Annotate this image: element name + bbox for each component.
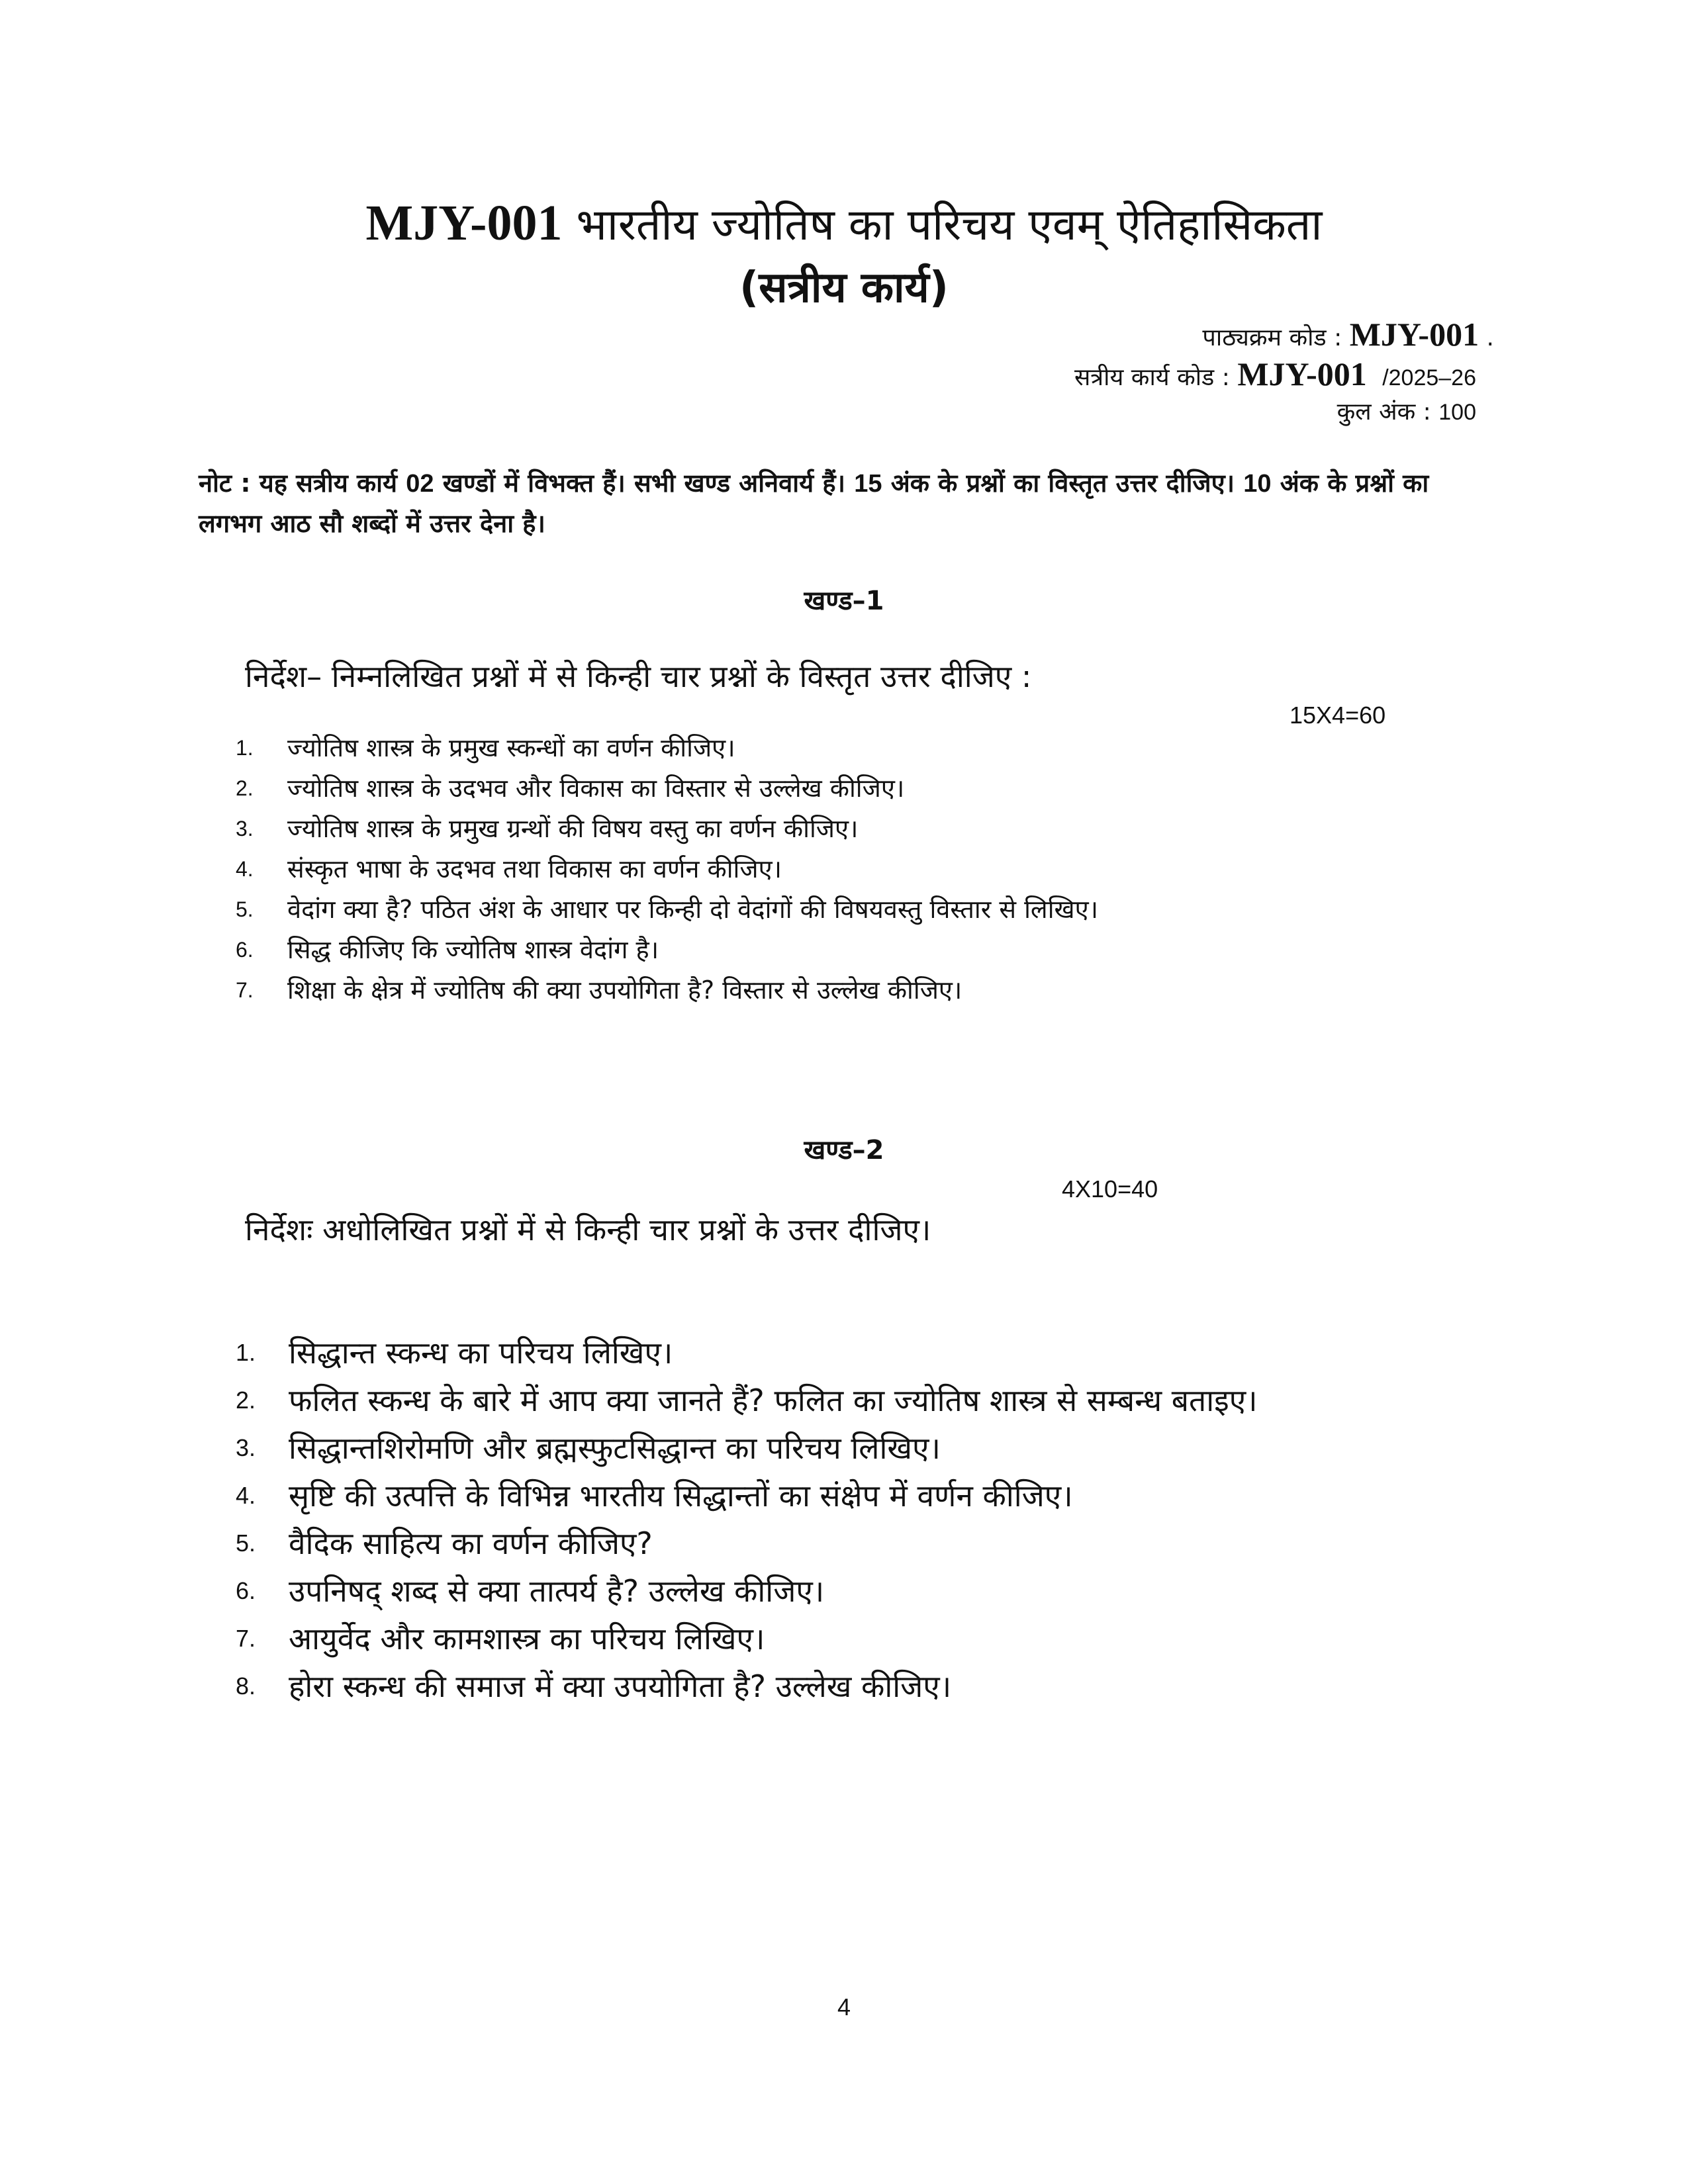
total-marks-line [1337, 393, 1476, 432]
assignment-year: /2025–26 [1382, 365, 1476, 390]
question-text: सिद्धान्त स्कन्ध का परिचय लिखिए। [289, 1335, 673, 1371]
note-paragraph [199, 463, 1496, 543]
note-text-1: नोट : यह सत्रीय कार्य [199, 469, 406, 498]
section-2-heading: खण्ड–2 [804, 1135, 884, 1165]
question-text: सिद्ध कीजिए कि ज्योतिष शास्त्र वेदांग है। [287, 935, 659, 964]
question-number: 1. [236, 736, 254, 760]
title-course-code: MJY-001 [365, 195, 563, 251]
question-text: वेदांग क्या है? पठित अंश के आधार पर किन्ही दो वेदांगों की विषयवस्तु विस्तार से लिखिए। [287, 895, 1099, 924]
note-text-2: खण्डों में विभक्त हैं। सभी खण्ड अनिवार्य हैं। [434, 469, 855, 498]
question-number: 7. [236, 978, 254, 1002]
assignment-code-label: सत्रीय कार्य कोड : [1074, 364, 1230, 391]
section-1-heading: खण्ड–1 [804, 586, 884, 616]
section-1-marks: 15X4=60 [1289, 702, 1386, 729]
section-1-instruction: निर्देश– निम्नलिखित प्रश्नों में से किन्ही चार प्रश्नों के विस्तृत उत्तर दीजिए : [245, 659, 1032, 694]
question-text: फलित स्कन्ध के बारे में आप क्या जानते हैं? फलित का ज्योतिष शास्त्र से सम्बन्ध बताइए। [289, 1383, 1258, 1418]
question-number: 2. [236, 1387, 256, 1414]
page-number: 4 [837, 1993, 851, 2021]
note-number-2: 15 [854, 470, 882, 498]
note-number-3: 10 [1243, 470, 1272, 498]
question-number: 3. [236, 1434, 256, 1461]
question-text: होरा स्कन्ध की समाज में क्या उपयोगिता है? उल्लेख कीजिए। [289, 1668, 952, 1704]
question-text: सृष्टि की उत्पत्ति के विभिन्न भारतीय सिद्धान्तों का संक्षेप में वर्णन कीजिए। [289, 1478, 1073, 1514]
question-number: 5. [236, 897, 254, 921]
page-subtitle: (सत्रीय कार्य) [739, 263, 949, 312]
question-text: वैदिक साहित्य का वर्णन कीजिए? [289, 1525, 653, 1561]
question-number: 1. [236, 1339, 256, 1366]
section-2-instruction: निर्देशः अधोलिखित प्रश्नों में से किन्ही चार प्रश्नों के उत्तर दीजिए। [245, 1212, 931, 1248]
question-text: ज्योतिष शास्त्र के प्रमुख स्कन्धों का वर्णन कीजिए। [287, 733, 735, 762]
question-number: 5. [236, 1529, 256, 1557]
question-number: 4. [236, 857, 254, 881]
question-text: संस्कृत भाषा के उदभव तथा विकास का वर्णन कीजिए। [287, 854, 782, 884]
question-text: ज्योतिष शास्त्र के प्रमुख ग्रन्थों की विषय वस्तु का वर्णन कीजिए। [287, 814, 859, 843]
question-text: ज्योतिष शास्त्र के उदभव और विकास का विस्तार से उल्लेख कीजिए। [287, 774, 905, 803]
section-2-marks: 4X10=40 [1062, 1175, 1158, 1203]
question-number: 8. [236, 1672, 256, 1700]
title-text: भारतीय ज्योतिष का परिचय एवम् ऐतिहासिकता [576, 199, 1323, 250]
course-code-value: MJY-001 [1349, 316, 1479, 353]
note-text-4: अंक के प्रश्नों का लगभग आठ सौ शब्दों में उत्तर देना है। [199, 469, 1429, 538]
question-text: उपनिषद् शब्द से क्या तात्पर्य है? उल्लेख कीजिए। [289, 1573, 825, 1609]
question-number: 7. [236, 1625, 256, 1652]
total-marks-label: कुल अंक : [1336, 398, 1431, 426]
course-code-line [1202, 315, 1494, 357]
assignment-code-value: MJY-001 [1237, 355, 1367, 392]
question-number: 2. [236, 776, 254, 800]
question-text: आयुर्वेद और कामशास्त्र का परिचय लिखिए। [289, 1621, 765, 1657]
question-number: 6. [236, 938, 254, 962]
page-title [0, 193, 1688, 255]
total-marks-value: 100 [1438, 400, 1476, 425]
question-number: 4. [236, 1482, 256, 1509]
course-code-suffix: . [1486, 324, 1494, 351]
question-number: 6. [236, 1577, 256, 1604]
assignment-code-line [1074, 355, 1476, 397]
question-text: शिक्षा के क्षेत्र में ज्योतिष की क्या उपयोगिता है? विस्तार से उल्लेख कीजिए। [287, 976, 962, 1005]
question-number: 3. [236, 817, 254, 841]
question-text: सिद्धान्तशिरोमणि और ब्रह्मस्फुटसिद्धान्त का परिचय लिखिए। [289, 1430, 941, 1466]
note-number-1: 02 [406, 470, 434, 498]
note-text-3: अंक के प्रश्नों का विस्तृत उत्तर दीजिए। [882, 469, 1244, 498]
course-code-label: पाठ्यक्रम कोड : [1202, 324, 1342, 351]
